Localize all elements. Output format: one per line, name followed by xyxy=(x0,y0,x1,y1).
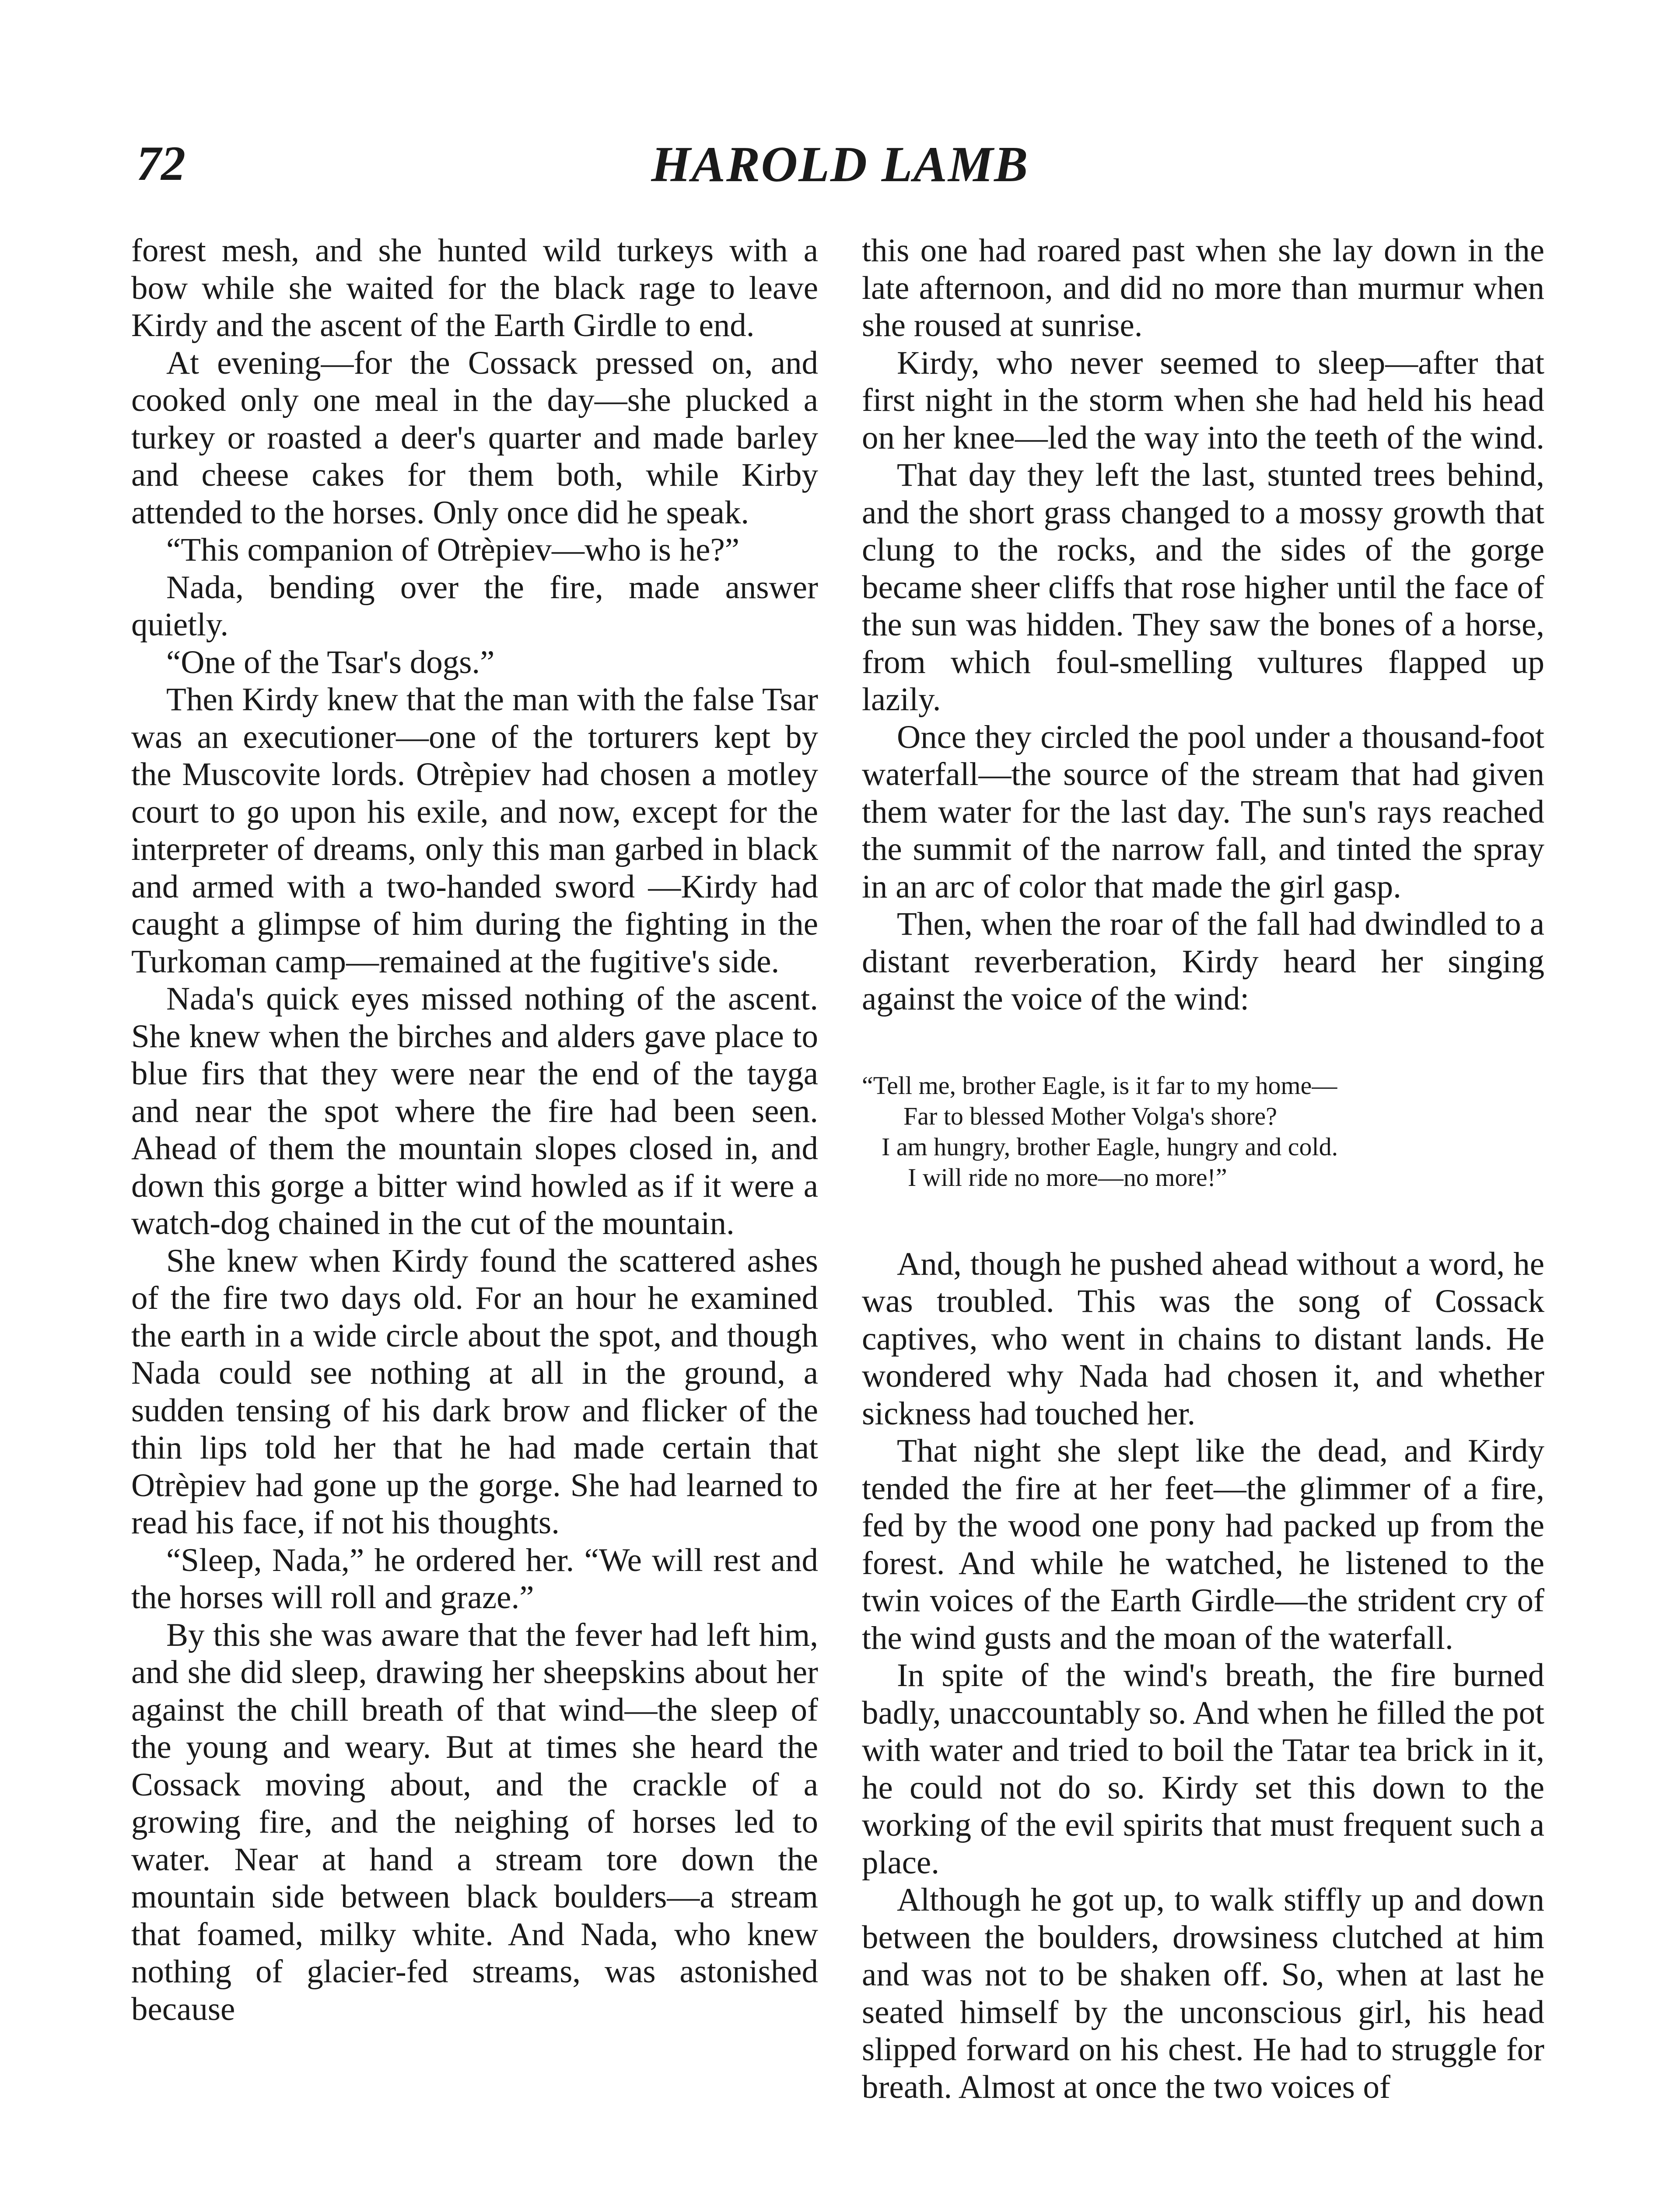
paragraph: She knew when Kirdy found the scattered ashes of the fire two days old. For an hour he examined the earth in a wide circle about the spot, and though Nada could see nothing at all in the ground, a sudden tensing of his dark brow and flicker of the thin lips told her that he had made certain that Otrèpiev had gone up the gorge. She had learned to read his face, if not his thoughts. xyxy=(131,1242,818,1541)
paragraph: Then, when the roar of the fall had dwindled to a distant reverberation, Kirdy heard her singing against the voice of the wind: xyxy=(862,906,1544,1017)
verse-line: Far to blessed Mother Volga's shore? xyxy=(903,1101,1278,1130)
paragraph: Nada, bending over the fire, made answer quietly. xyxy=(131,569,818,643)
verse-line: I am hungry, brother Eagle, hungry and cold. xyxy=(882,1132,1338,1161)
verse-line: “Tell me, brother Eagle, is it far to my home— xyxy=(862,1071,1337,1100)
paragraph: this one had roared past when she lay down in the late afternoon, and did no more than murmur when she roused at sunrise. xyxy=(862,232,1544,344)
left-column xyxy=(131,232,818,2028)
paragraph: Nada's quick eyes missed nothing of the ascent. She knew when the birches and alders gave place to blue firs that they were near the end of the tayga and near the spot where the fire had been seen. Ahead of them the mountain slopes closed in, and down this gorge a bitter wind howled as if it were a watch-dog chained in the cut of the mountain. xyxy=(131,981,818,1241)
paragraph: At evening—for the Cossack pressed on, and cooked only one meal in the day—she plucked a turkey or roasted a deer's quarter and made barley and cheese cakes for them both, while Kirby attended to the horses. Only once did he speak. xyxy=(131,344,818,531)
paragraph: By this she was aware that the fever had left him, and she did sleep, drawing her sheepskins about her against the chill breath of that wind—the sleep of the young and weary. But at times she heard the Cossack moving about, and the crackle of a growing fire, and the neighing of horses led to water. Near at hand a stream tore down the mountain side between black boulders—a stream that foamed, milky white. And Nada, who knew nothing of glacier-fed streams, was astonished because xyxy=(131,1616,818,2027)
paragraph: Once they circled the pool under a thousand-foot waterfall—the source of the stream that had given them water for the last day. The sun's rays reached the summit of the narrow fall, and tinted the spray in an arc of color that made the girl gasp. xyxy=(862,719,1544,905)
paragraph: In spite of the wind's breath, the fire burned badly, unaccountably so. And when he filled the pot with water and tried to boil the Tatar tea brick in it, he could not do so. Kirdy set this down to the working of the evil spirits that must frequent such a place. xyxy=(862,1657,1544,1881)
verse-line: I will ride no more—no more!” xyxy=(908,1163,1227,1192)
paragraph: That night she slept like the dead, and Kirdy tended the fire at her feet—the glimmer of a fire, fed by the wood one pony had packed up from the forest. And while he watched, he listened to the twin voices of the Earth Girdle—the strident cry of the wind gusts and the moan of the waterfall. xyxy=(862,1433,1544,1656)
paragraph: Although he got up, to walk stiffly up and down between the boulders, drowsiness clutched at him and was not to be shaken off. So, when at last he seated himself by the unconscious girl, his head slipped forward on his chest. He had to struggle for breath. Almost at once the two voices of xyxy=(862,1882,1544,2105)
right-column xyxy=(862,232,1544,2106)
paragraph: And, though he pushed ahead without a word, he was troubled. This was the song of Cossack captives, who went in chains to distant lands. He wondered why Nada had chosen it, and whether sickness had touched her. xyxy=(862,1245,1544,1432)
paragraph: Then Kirdy knew that the man with the false Tsar was an executioner—one of the torturers kept by the Muscovite lords. Otrèpiev had chosen a motley court to go upon his exile, and now, except for the interpreter of dreams, only this man garbed in black and armed with a two-handed sword —Kirdy had caught a glimpse of him during the fighting in the Turkoman camp—remained at the fugitive's side. xyxy=(131,681,818,980)
running-head: HAROLD LAMB xyxy=(651,137,1029,193)
song-verse xyxy=(862,1070,1544,1193)
page-number: 72 xyxy=(136,137,186,191)
paragraph: “Sleep, Nada,” he ordered her. “We will rest and the horses will roll and graze.” xyxy=(131,1542,818,1616)
paragraph: “This companion of Otrèpiev—who is he?” xyxy=(166,532,740,568)
paragraph: “One of the Tsar's dogs.” xyxy=(166,644,495,680)
paragraph: That day they left the last, stunted trees behind, and the short grass changed to a mossy growth that clung to the rocks, and the sides of the gorge became sheer cliffs that rose higher until the face of the sun was hidden. They saw the bones of a horse, from which foul-smelling vultures flapped up lazily. xyxy=(862,457,1544,718)
paragraph: Kirdy, who never seemed to sleep—after that first night in the storm when she had held his head on her knee—led the way into the teeth of the wind. xyxy=(862,344,1544,456)
paragraph: forest mesh, and she hunted wild turkeys with a bow while she waited for the black rage to leave Kirdy and the ascent of the Earth Girdle to end. xyxy=(131,232,818,344)
